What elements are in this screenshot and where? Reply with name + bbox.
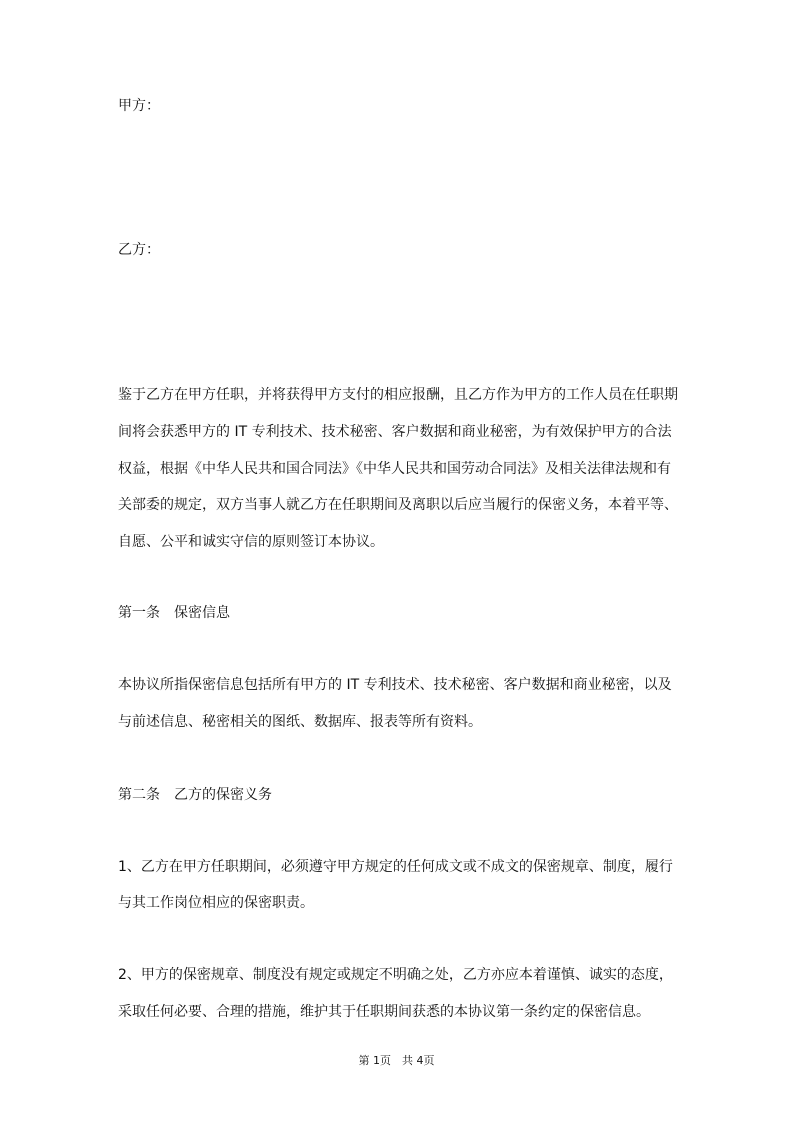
article-1-line: 与前述信息、秘密相关的图纸、数据库、报表等所有资料。 bbox=[118, 714, 482, 730]
article-1-heading: 第一条 保密信息 bbox=[118, 605, 230, 621]
clause-2-line: 采取任何必要、合理的措施，维护其于任职期间获悉的本协议第一条约定的保密信息。 bbox=[118, 1004, 650, 1020]
preamble-line: 关部委的规定，双方当事人就乙方在任职期间及离职以后应当履行的保密义务，本着平等、 bbox=[118, 497, 678, 513]
preamble-line: 鉴于乙方在甲方任职，并将获得甲方支付的相应报酬，且乙方作为甲方的工作人员在任职期 bbox=[118, 387, 678, 403]
clause-1-line: 1、乙方在甲方任职期间，必须遵守甲方规定的任何成文或不成文的保密规章、制度，履行 bbox=[118, 859, 673, 875]
preamble-line: 间将会获悉甲方的 IT 专利技术、技术秘密、客户数据和商业秘密，为有效保护甲方的合法 bbox=[118, 424, 672, 440]
preamble-line: 自愿、公平和诚实守信的原则签订本协议。 bbox=[118, 534, 384, 550]
party-b-label: 乙方： bbox=[118, 242, 160, 258]
party-a-label: 甲方： bbox=[118, 98, 160, 114]
clause-1-line: 与其工作岗位相应的保密职责。 bbox=[118, 895, 314, 911]
page-number-footer: 第 1页 共 4页 bbox=[358, 1054, 435, 1067]
clause-2-line: 2、甲方的保密规章、制度没有规定或规定不明确之处，乙方亦应本着谨慎、诚实的态度， bbox=[118, 967, 673, 983]
article-1-line: 本协议所指保密信息包括所有甲方的 IT 专利技术、技术秘密、客户数据和商业秘密，以及 bbox=[118, 677, 672, 693]
article-2-heading: 第二条 乙方的保密义务 bbox=[118, 787, 272, 803]
preamble-line: 权益，根据《中华人民共和国合同法》《中华人民共和国劳动合同法》及相关法律法规和有 bbox=[118, 461, 671, 477]
